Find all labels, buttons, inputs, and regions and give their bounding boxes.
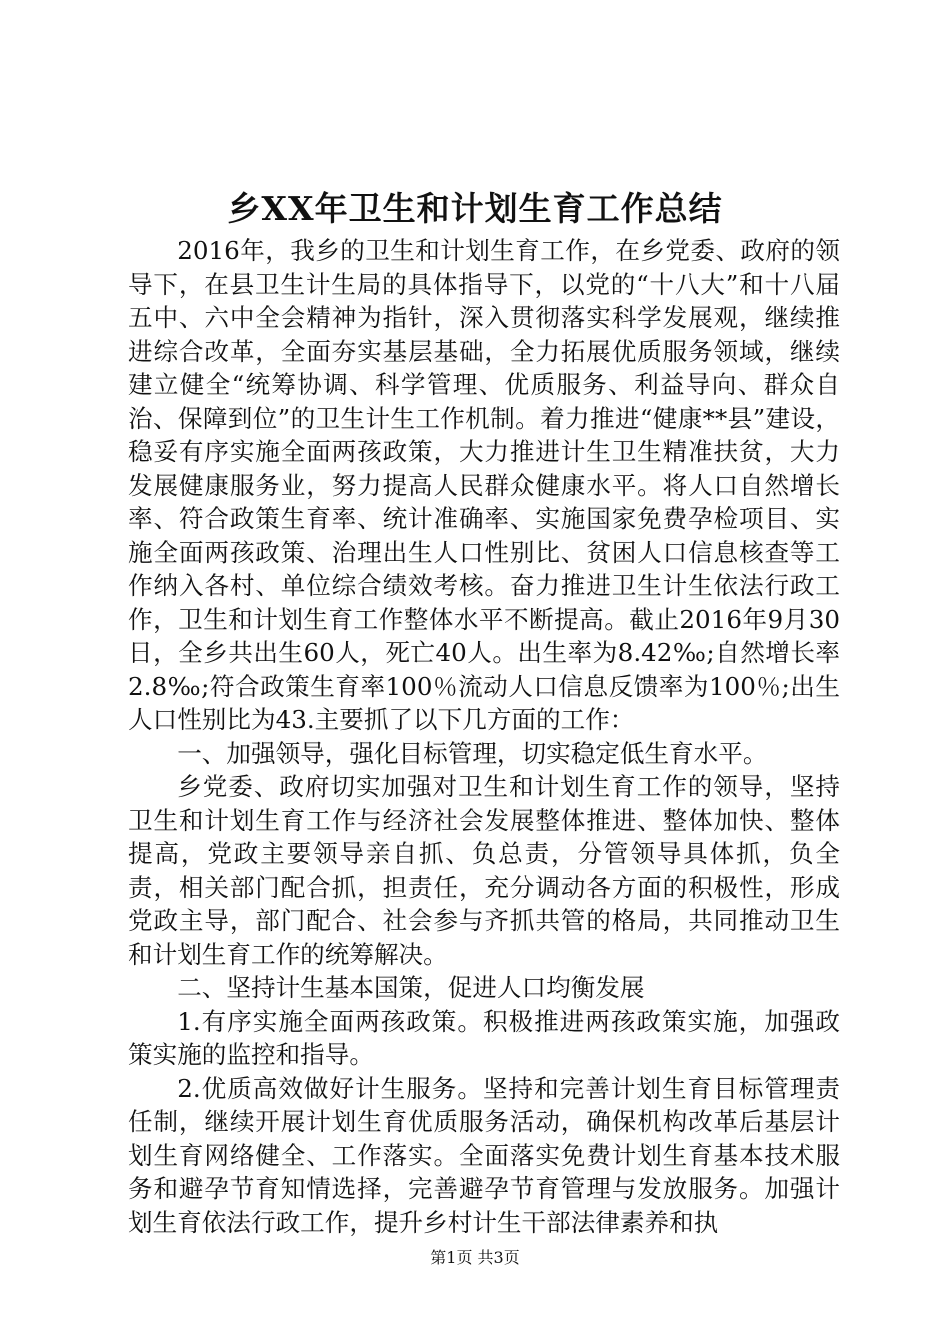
section-heading-1: 一、加强领导，强化目标管理，切实稳定低生育水平。 <box>177 738 768 768</box>
paragraph-leadership: 乡党委、政府切实加强对卫生和计划生育工作的领导，坚持卫生和计划生育工作与经济社会发展整体推进、整体加快、整体提高，党政主要领导亲自抓、负总责，分管领导具体抓，负全责，相关部门配合抓，担责任，充分调动各方面的积极性，形成党政主导，部门配合、社会参与齐抓共管的格局，共同推动卫生和计划生育工作的统筹解决。 <box>128 772 840 969</box>
page-footer: 第1页 共3页 <box>430 1248 520 1267</box>
paragraph-intro: 2016年，我乡的卫生和计划生育工作，在乡党委、政府的领导下，在县卫生计生局的具体指导下，以党的“十八大”和十八届五中、六中全会精神为指针，深入贯彻落实科学发展观，继续推进综合改革，全面夯实基层基础，全力拓展优质服务领域，继续建立健全“统筹协调、科学管理、优质服务、利益导向、群众自治、保障到位”的卫生计生工作机制。着力推进“健康**县”建设，稳妥有序实施全面两孩政策，大力推进计生卫生精准扶贫，大力发展健康服务业，努力提高人民群众健康水平。将人口自然增长率、符合政策生育率、统计准确率、实施国家免费孕检项目、实施全面两孩政策、治理出生人口性别比、贫困人口信息核查等工作纳入各村、单位综合绩效考核。奋力推进卫生计生依法行政工作，卫生和计划生育工作整体水平不断提高。截止2016年9月30日，全乡共出生60人，死亡40人。出生率为8.42‰;自然增长率2.8‰;符合政策生育率100％流动人口信息反馈率为100％;出生人口性别比为43.主要抓了以下几方面的工作： <box>128 236 840 734</box>
paragraph-item-1: 1.有序实施全面两孩政策。积极推进两孩政策实施，加强政策实施的监控和指导。 <box>128 1006 840 1069</box>
document-body <box>128 234 840 1239</box>
paragraph-item-2: 2.优质高效做好计生服务。坚持和完善计划生育目标管理责任制，继续开展计划生育优质服务活动，确保机构改革后基层计划生育网络健全、工作落实。全面落实免费计划生育基本技术服务和避孕节育知情选择，完善避孕节育管理与发放服务。加强计划生育依法行政工作，提升乡村计生干部法律素养和执 <box>128 1073 840 1237</box>
document-title: 乡XX年卫生和计划生育工作总结 <box>227 189 723 228</box>
section-heading-2: 二、坚持计生基本国策，促进人口均衡发展 <box>177 973 645 1002</box>
